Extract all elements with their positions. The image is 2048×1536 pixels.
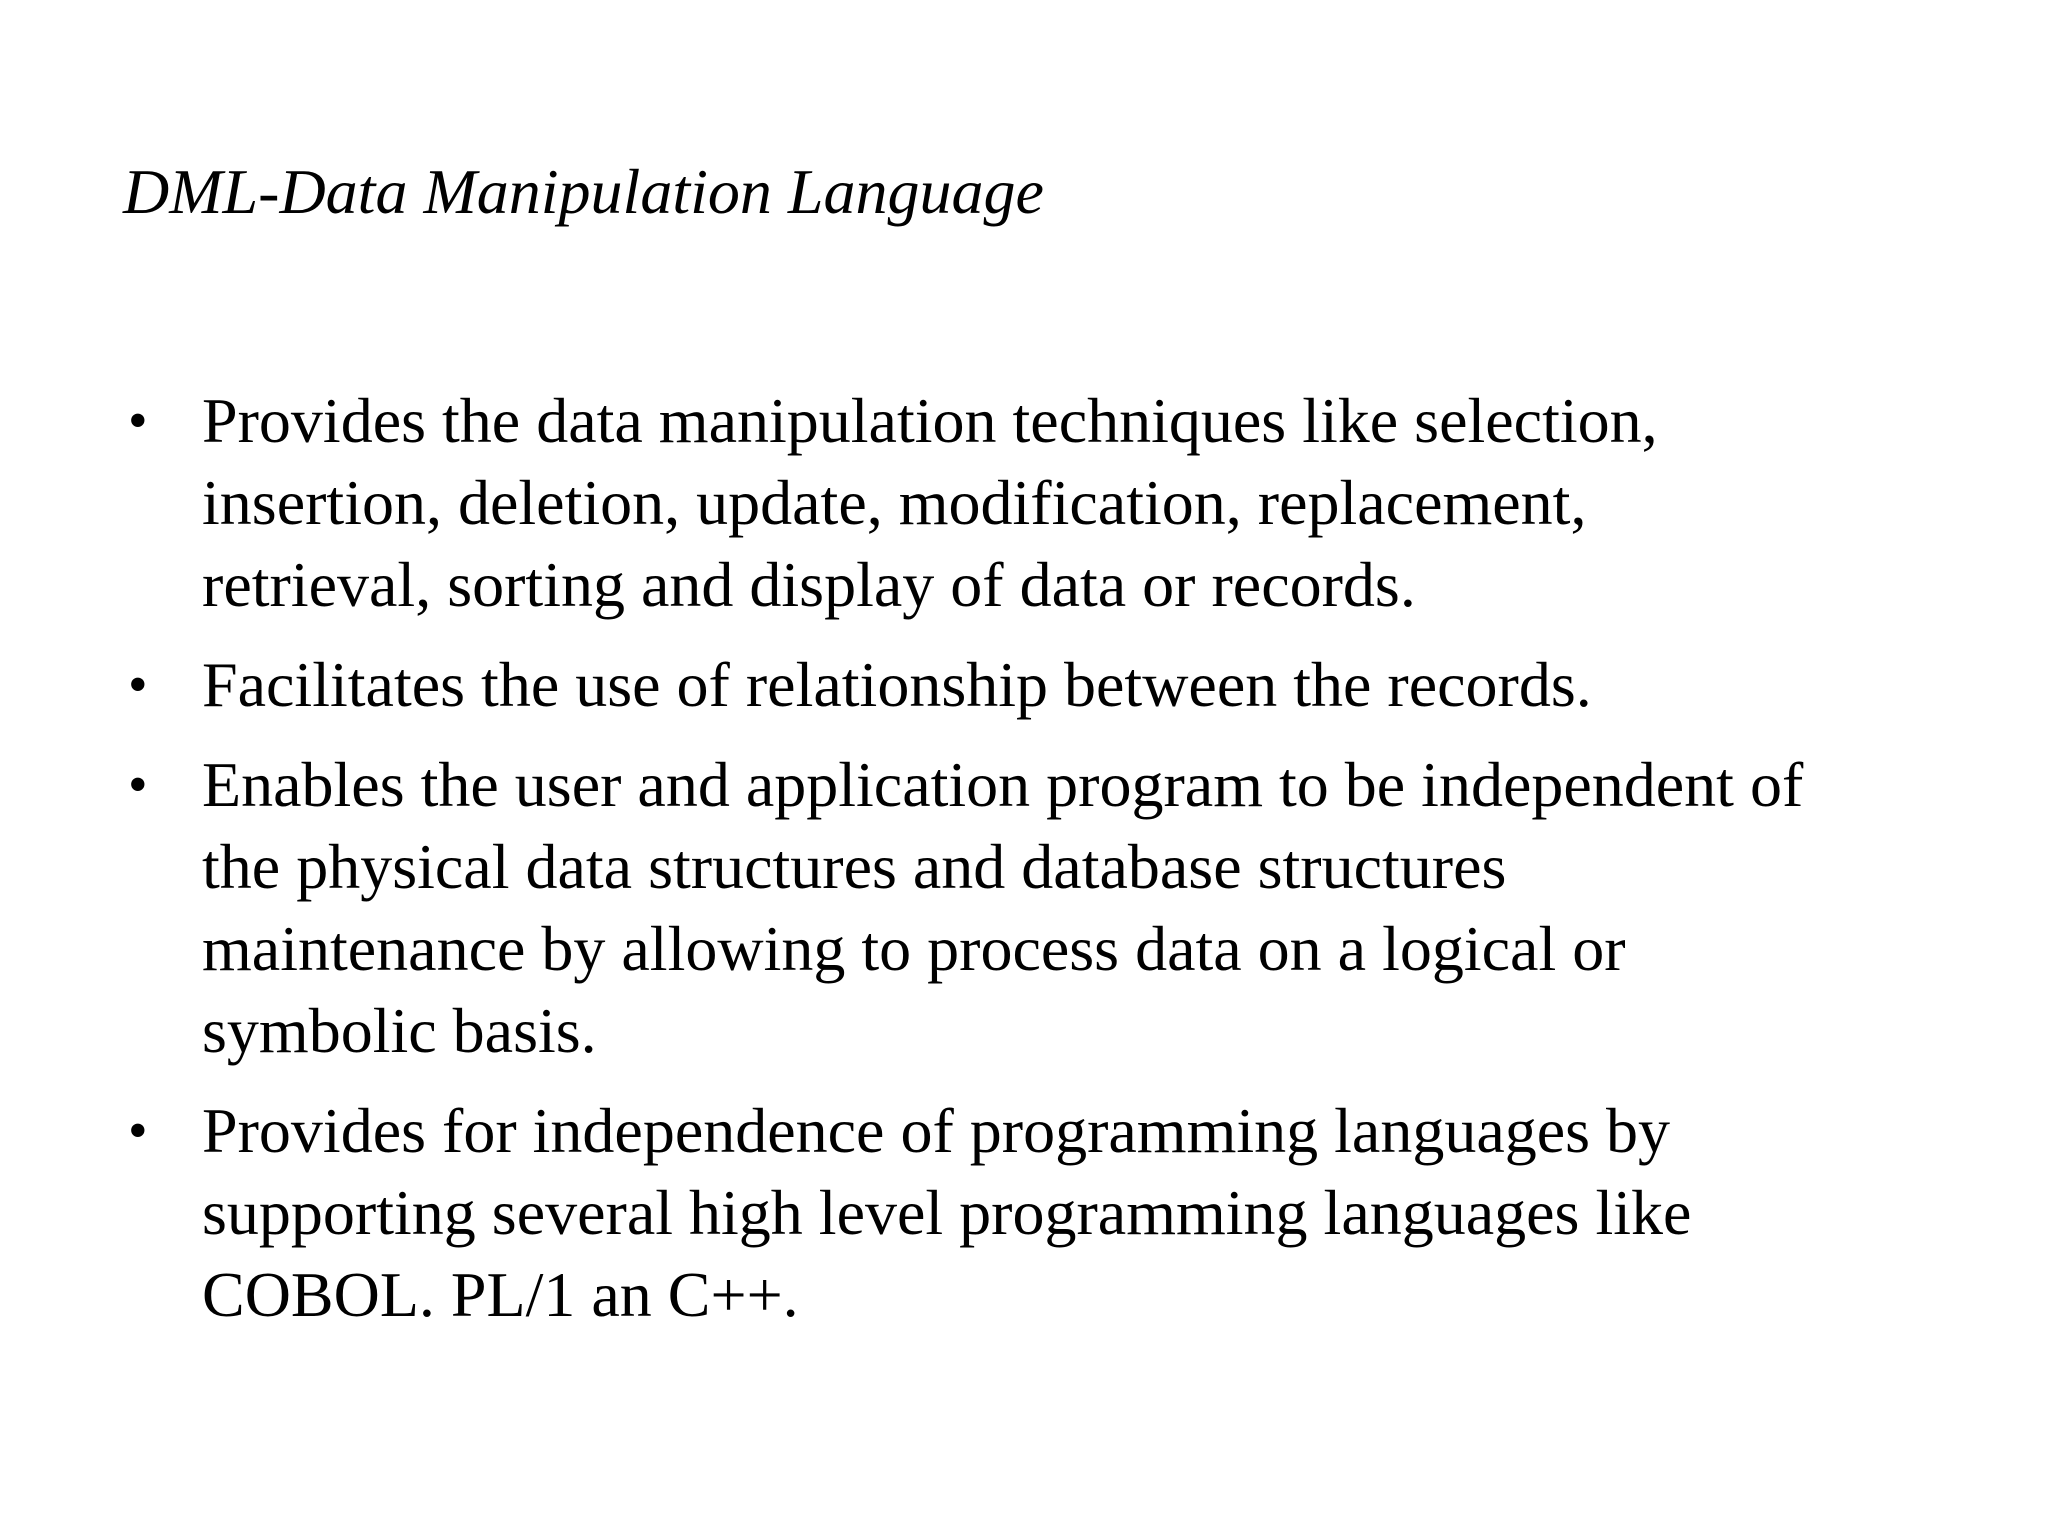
bullet-text-line: Provides the data manipulation techniques like selection, xyxy=(202,385,1658,456)
bullet-text-line: Enables the user and application program to be independent of xyxy=(202,749,1804,820)
bullet-icon: • xyxy=(128,654,148,716)
bullet-text-line: COBOL. PL/1 an C++. xyxy=(202,1259,799,1330)
bullet-text-line: insertion, deletion, update, modification, replacement, xyxy=(202,467,1587,538)
bullet-item-selection xyxy=(120,380,2000,626)
bullet-list xyxy=(120,380,2000,1354)
bullet-text-line: the physical data structures and database structures xyxy=(202,831,1507,902)
bullet-item-relationships xyxy=(120,644,2000,726)
bullet-text-line: symbolic basis. xyxy=(202,995,597,1066)
bullet-icon: • xyxy=(128,1100,148,1162)
bullet-text-line: retrieval, sorting and display of data or records. xyxy=(202,549,1416,620)
bullet-text-line: maintenance by allowing to process data on a logical or xyxy=(202,913,1626,984)
bullet-text-line: Provides for independence of programming languages by xyxy=(202,1095,1671,1166)
bullet-text-line: supporting several high level programming languages like xyxy=(202,1177,1692,1248)
bullet-icon: • xyxy=(128,754,148,816)
bullet-item-independence-structures xyxy=(120,744,2000,1072)
bullet-icon: • xyxy=(128,390,148,452)
bullet-text-line: Facilitates the use of relationship between the records. xyxy=(202,649,1592,720)
bullet-item-programming-languages xyxy=(120,1090,2000,1336)
slide-title: DML-Data Manipulation Language xyxy=(123,156,1044,227)
